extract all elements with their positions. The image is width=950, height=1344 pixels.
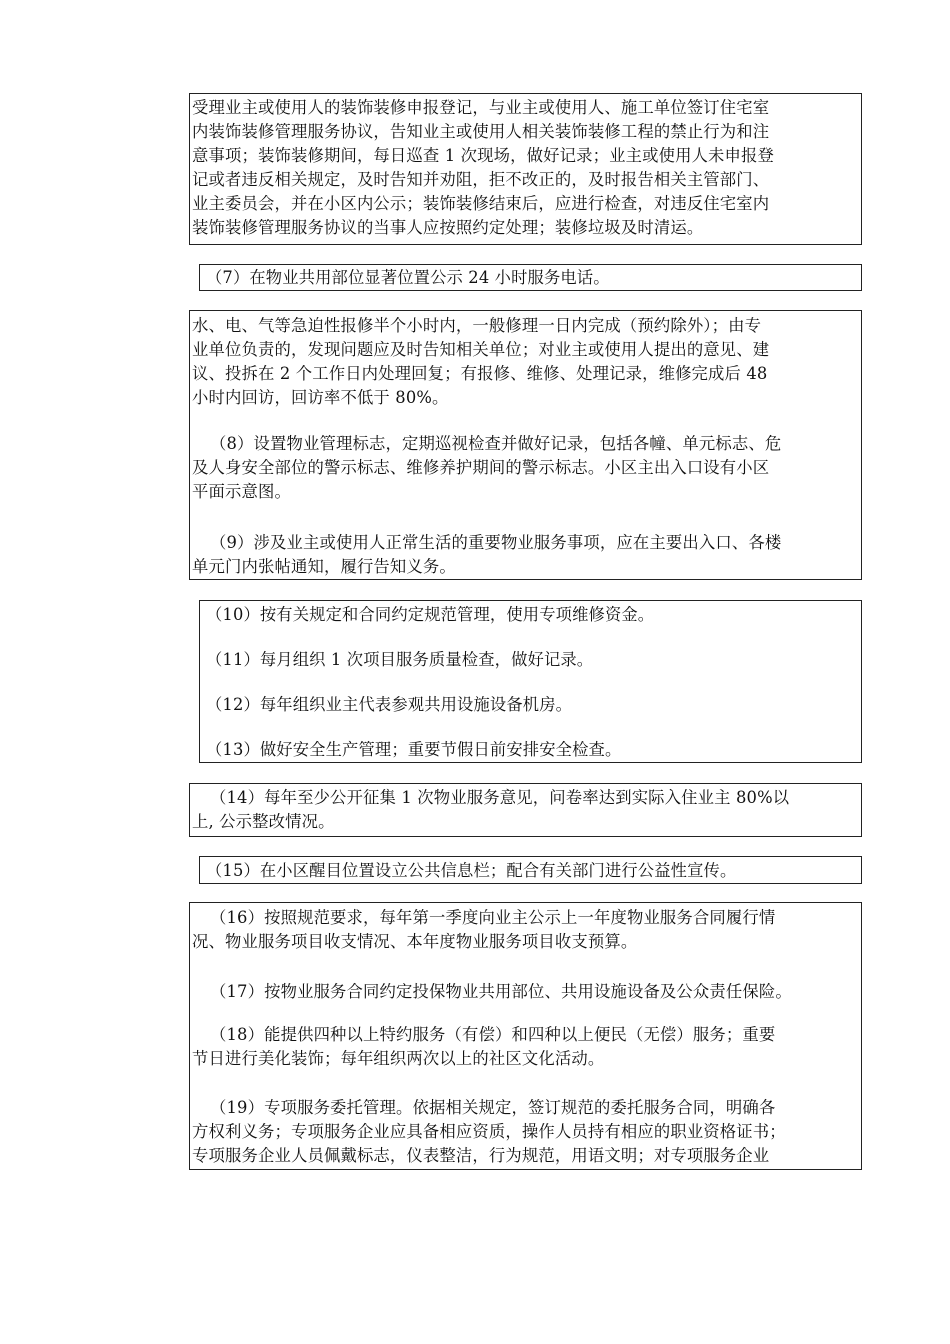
item-14-paragraph — [192, 786, 861, 834]
item-10-text: （10）按有关规定和合同约定规范管理，使用专项维修资金。 — [206, 605, 655, 624]
item-17-text: （17）按物业服务合同约定投保物业共用部位、共用设施设备及公众责任保险。 — [210, 982, 792, 1001]
items-16-19-box — [189, 902, 862, 1170]
text-line: 受理业主或使用人的装饰装修申报登记，与业主或使用人、施工单位签订住宅室 — [192, 98, 770, 117]
text-line: 议、投拆在 2 个工作日内处理回复；有报修、维修、处理记录，维修完成后 48 — [192, 364, 768, 383]
text-line: 记或者违反相关规定，及时告知并劝阻，拒不改正的，及时报告相关主管部门、 — [192, 170, 770, 189]
item-15-text: （15）在小区醒目位置设立公共信息栏；配合有关部门进行公益性宣传。 — [206, 861, 737, 880]
text-line: （9）涉及业主或使用人正常生活的重要物业服务事项，应在主要出入口、各楼 — [210, 533, 782, 552]
item-7-box — [199, 264, 862, 291]
text-line: 及人身安全部位的警示标志、维修养护期间的警示标志。小区主出入口设有小区 — [192, 458, 770, 477]
text-line: 专项服务企业人员佩戴标志，仪表整洁，行为规范，用语文明；对专项服务企业 — [192, 1146, 770, 1165]
text-line: （16）按照规范要求，每年第一季度向业主公示上一年度物业服务合同履行情 — [210, 908, 776, 927]
repair-section-box — [189, 310, 862, 580]
item-19-paragraph — [192, 1096, 861, 1168]
text-line: 平面示意图。 — [192, 482, 291, 501]
item-13-text: （13）做好安全生产管理；重要节假日前安排安全检查。 — [206, 740, 622, 759]
text-line: （14）每年至少公开征集 1 次物业服务意见，问卷率达到实际入住业主 80%以 — [210, 788, 790, 807]
item-16-paragraph — [192, 906, 861, 954]
text-line: 业主委员会，并在小区内公示；装饰装修结束后，应进行检查，对违反住宅室内 — [192, 194, 770, 213]
text-line: （19）专项服务委托管理。依据相关规定，签订规范的委托服务合同，明确各 — [210, 1098, 776, 1117]
text-line: 内装饰装修管理服务协议，告知业主或使用人相关装饰装修工程的禁止行为和注 — [192, 122, 770, 141]
item-8-paragraph — [192, 432, 861, 504]
text-line: 水、电、气等急迫性报修半个小时内，一般修理一日内完成（预约除外）；由专 — [192, 316, 762, 335]
text-line: 节日进行美化装饰；每年组织两次以上的社区文化活动。 — [192, 1049, 605, 1068]
item-15-box — [199, 856, 862, 884]
text-line: （8）设置物业管理标志，定期巡视检查并做好记录，包括各幢、单元标志、危 — [210, 434, 782, 453]
text-line: 况、物业服务项目收支情况、本年度物业服务项目收支预算。 — [192, 932, 638, 951]
item-11-text: （11）每月组织 1 次项目服务质量检查，做好记录。 — [206, 650, 594, 669]
decoration-paragraph — [192, 96, 861, 240]
text-line: 小时内回访，回访率不低于 80%。 — [192, 388, 449, 407]
text-line: 业单位负责的，发现问题应及时告知相关单位；对业主或使用人提出的意见、建 — [192, 340, 770, 359]
item-14-box — [189, 783, 862, 837]
item-12-text: （12）每年组织业主代表参观共用设施设备机房。 — [206, 695, 573, 714]
text-line: 装饰装修管理服务协议的当事人应按照约定处理；装修垃圾及时清运。 — [192, 218, 704, 237]
items-10-13-box — [199, 600, 862, 763]
decoration-section-box — [189, 93, 862, 245]
text-line: （18）能提供四种以上特约服务（有偿）和四种以上便民（无偿）服务；重要 — [210, 1025, 776, 1044]
item-18-paragraph — [192, 1023, 861, 1071]
item-9-paragraph — [192, 531, 861, 579]
text-line: 方权利义务；专项服务企业应具备相应资质，操作人员持有相应的职业资格证书； — [192, 1122, 786, 1141]
text-line: 上, 公示整改情况。 — [192, 812, 335, 831]
repair-paragraph — [192, 314, 861, 410]
item-7-text: （7）在物业共用部位显著位置公示 24 小时服务电话。 — [206, 268, 610, 287]
text-line: 意事项；装饰装修期间，每日巡查 1 次现场，做好记录；业主或使用人未申报登 — [192, 146, 775, 165]
text-line: 单元门内张帖通知，履行告知义务。 — [192, 557, 456, 576]
